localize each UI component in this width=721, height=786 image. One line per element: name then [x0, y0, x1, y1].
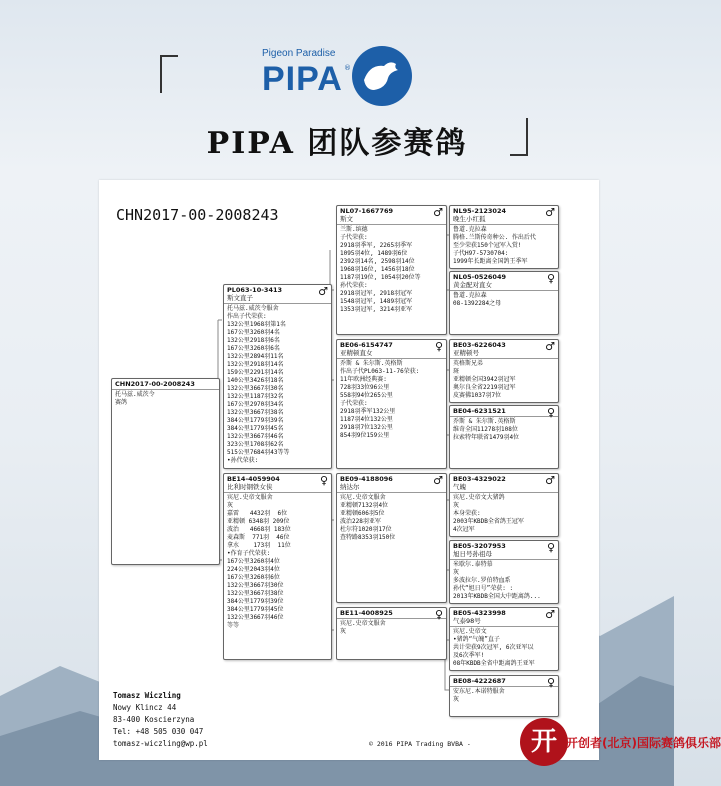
granddam-paternal-card — [336, 339, 447, 469]
owner-address-line-2: 83-400 Koscierzyna — [113, 715, 195, 724]
pigeon-name: 气泰98号 — [453, 617, 481, 625]
ancestor-card-2 — [449, 271, 559, 335]
pigeon-details: 宾尼.史帝文 •猪鸽“气魄”直子 共计荣获9次冠军, 6次亚军以 及6次季军! 08年KBDB全省中距离鸽王亚军 — [453, 628, 535, 667]
female-icon: ♀ — [319, 474, 328, 487]
pigeon-name: 亚精顿号 — [453, 349, 479, 357]
ring-number: BE04-6231521 — [453, 407, 506, 415]
logo-wordmark: PIPA — [262, 60, 343, 98]
owner-contact — [113, 690, 208, 750]
pigeon-logo-icon — [352, 46, 412, 106]
ring-number: BE08-4222687 — [453, 677, 506, 685]
logo-registered-mark: ® — [344, 64, 351, 72]
pigeon-details: 安东尼.本诺特服舍 灰 — [453, 688, 505, 703]
ring-number: BE06-6154747 — [340, 341, 393, 349]
club-name: 开创者(北京)国际赛鸽俱乐部 — [566, 736, 721, 750]
pigeon-details: 乔斯 & 朱尔斯.英格斯 作出子代PL063-11-76荣获: 11年欧洲经典赛: 728羽33位96公里 558羽94位265公里 子代荣获: 2918羽季军132公里 1187羽4位132公里 2918羽7位132公里 854羽9位159公里 — [340, 360, 420, 439]
ring-number: PL063-10-3413 — [227, 286, 283, 294]
club-logo-icon: 开 — [520, 718, 568, 766]
female-icon: ♀ — [546, 541, 555, 554]
pigeon-name: 斯文直子 — [227, 294, 253, 302]
ring-number: BE03-6226043 — [453, 341, 506, 349]
pigeon-details: 兰斯.缤德 子代荣获: 2918羽季军, 2265羽季军 1095羽4位, 1489羽6位 2392羽14名, 2598羽14位 1968羽16位, 1456羽18位 1187羽19位, 1054羽20位等 孙代荣获: 2918羽冠军, 2918羽冠军 1548羽冠军, 1489羽冠军 1353羽冠军, 3214羽亚军 — [340, 226, 421, 313]
owner-email: tomasz-wiczling@wp.pl — [113, 739, 208, 748]
ring-number: BE09-4188096 — [340, 475, 393, 483]
male-icon: ♂ — [545, 608, 555, 621]
pigeon-details: 托马兹.威茨令服舍 作出子代荣获: 132公里1968羽第1名 167公里3260羽4名 132公里2918羽6名 167公里3260羽6名 132公里2894羽11名 132公里2918羽14名 159公里2291羽14名 140公里3426羽18名 132公里3667羽30名 132公里1187羽32名 167公里2970羽34名 132公里3667羽38名 384公里1779羽39名 384公里1779羽45名 132公里3667羽46名 323公里1708羽62名 515公里7684羽43等等 •孙代荣获: — [227, 305, 290, 464]
ancestor-card-3 — [449, 339, 559, 403]
ring-number: NL95-2123024 — [453, 207, 506, 215]
logo-tagline: Pigeon Paradise — [262, 48, 336, 59]
ring-number: BE11-4008925 — [340, 609, 393, 617]
pigeon-details: 乔斯 & 朱尔斯.英格斯 维奇全国11278羽108位 拉索特年联省1479羽4位 — [453, 418, 520, 441]
female-icon: ♀ — [546, 406, 555, 419]
owner-name: Tomasz Wiczling — [113, 691, 181, 700]
subject-pigeon-card — [111, 378, 220, 565]
pigeon-details: 米歇尔.泰特慕 灰 多波拉尔.罗伯特血系 孙代“旭日号”荣获: : 2013年KBDB全国大中距离鸽... — [453, 561, 541, 600]
pigeon-details: 英格斯兄弟 斑 亚精顿全国3942羽冠军 奥尔良全省2219羽冠军 皮赛佛1037羽7位 — [453, 360, 516, 399]
dam-card — [223, 473, 332, 660]
pigeon-name: 气魄 — [453, 483, 466, 491]
pigeon-name: 比利时钢铁女侠 — [227, 483, 273, 491]
ring-number: BE03-4329022 — [453, 475, 506, 483]
male-icon: ♂ — [433, 474, 443, 487]
ancestor-card-6 — [449, 540, 559, 604]
pigeon-name: 纳达尔 — [340, 483, 360, 491]
ring-number: CHN2017-00-2008243 — [115, 380, 195, 388]
male-icon: ♂ — [545, 474, 555, 487]
ancestor-card-5 — [449, 473, 559, 537]
grandsire-maternal-card — [336, 473, 447, 603]
title-bracket-left — [160, 55, 178, 93]
pigeon-name: 亚精顿直女 — [340, 349, 373, 357]
pigeon-name: 晚生小红狐 — [453, 215, 486, 223]
female-icon: ♀ — [546, 676, 555, 689]
pigeon-details: 宾尼.史帝文服舍 灰 — [340, 620, 386, 635]
pigeon-details: 托马兹.威茨令 赛鸽 — [115, 391, 155, 406]
pigeon-name: 斯文 — [340, 215, 353, 223]
pigeon-name: 旭日号孙祖母 — [453, 550, 492, 558]
female-icon: ♀ — [434, 340, 443, 353]
copyright-notice: © 2016 PIPA Trading BVBA - — [369, 740, 471, 748]
pigeon-details: 鲁道.克拉森 08-1392284之母 — [453, 292, 502, 307]
grandsire-paternal-card — [336, 205, 447, 335]
male-icon: ♂ — [545, 340, 555, 353]
ring-number: BE14-4059904 — [227, 475, 280, 483]
male-icon: ♂ — [318, 285, 328, 298]
male-icon: ♂ — [545, 206, 555, 219]
page-title: PIPA 团队参赛鸽 — [206, 126, 468, 161]
pigeon-details: 宾尼.史帝文大猪鸽 灰 本身荣获: 2003年KBDB全省鸽王冠军 4次冠军 — [453, 494, 524, 533]
male-icon: ♂ — [433, 206, 443, 219]
ring-number: NL05-0526049 — [453, 273, 506, 281]
club-watermark — [504, 718, 721, 774]
owner-phone: Tel: +48 505 030 047 — [113, 727, 204, 736]
female-icon: ♀ — [434, 608, 443, 621]
pigeon-details: 宾尼.史帝文服舍 亚精顿7132羽4位 亚精顿606羽5位 波治228羽亚军 杜尔符1020羽17位 查特路8353羽150位 — [340, 494, 396, 541]
ancestor-card-8 — [449, 675, 559, 717]
ancestor-card-7 — [449, 607, 559, 671]
pipa-logo — [262, 48, 422, 108]
pigeon-id: CHN2017-00-2008243 — [116, 206, 279, 224]
granddam-maternal-card — [336, 607, 447, 660]
owner-address-line-1: Nowy Klincz 44 — [113, 703, 177, 712]
ancestor-card-4 — [449, 405, 559, 469]
pigeon-details: 鲁道.克拉森 腾格.兰斯传奇种公. 作出后代 至少荣获150个冠军入赏! 子代H97-5730704: 1999年长距离全国鸽王季军 — [453, 226, 536, 265]
pigeon-name: 黄金配对直女 — [453, 281, 492, 289]
ring-number: BE05-3207953 — [453, 542, 506, 550]
ring-number: NL07-1667769 — [340, 207, 393, 215]
ring-number: BE05-4323998 — [453, 609, 506, 617]
female-icon: ♀ — [546, 272, 555, 285]
ancestor-card-1 — [449, 205, 559, 269]
sire-card — [223, 284, 332, 469]
pigeon-details: 宾尼.史帝文服舍 灰 嘉雷 4432羽 6位 亚精顿 6348羽 209位 波治 4668羽 183位 麦森斯 771羽 46位 拿水 173羽 11位 •作育子代荣获: 167公里3260羽4位 224公里2043羽4位 167公里3260羽6位 132公里3667羽30位 132公里3667羽38位 384公里1779羽39位 384公里1779羽45位 132公里3667羽46位 等等 — [227, 494, 291, 629]
